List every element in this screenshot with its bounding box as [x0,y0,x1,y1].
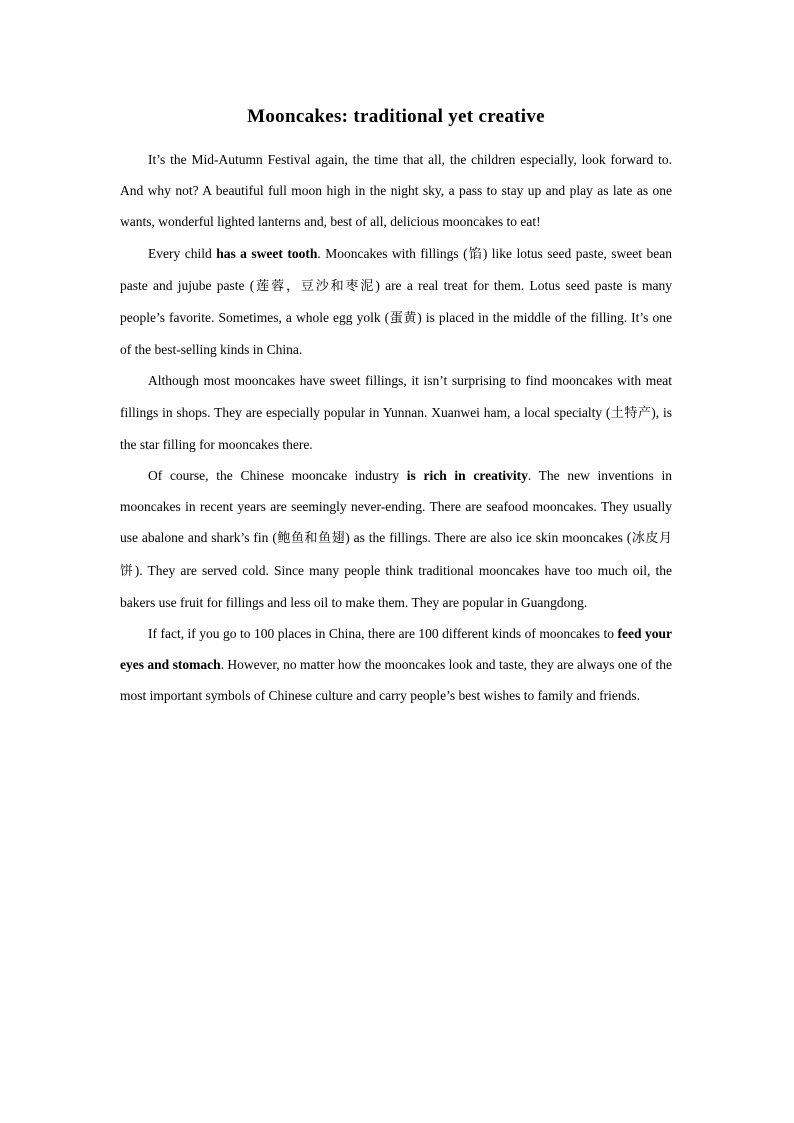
text-run: ) are a real treat for them. Lotus seed paste is many people’s favorite. Sometimes, a whole egg yolk ( [120,277,672,326]
text-run: ). They are served cold. Since many people think traditional mooncakes have too much oil, the bakers use fruit for fillings and less oil to make them. They are popular in Guangdong. [120,562,672,610]
chinese-gloss: 土特产 [610,405,652,421]
text-run: ), is the star filling for mooncakes there. [120,404,672,452]
bold-phrase: feed your eyes and stomach [120,626,672,673]
paragraph-1 [120,144,672,238]
chinese-gloss: 蛋黄 [389,311,418,327]
document-page [120,104,672,712]
chinese-gloss: 莲蓉，豆沙和枣泥 [254,278,376,294]
document-body [120,144,672,712]
text-run: ) like lotus seed paste, sweet bean paste and jujube paste ( [120,245,672,293]
text-run: . However, no matter how the mooncakes look and taste, they are always one of the most important symbols of Chinese culture and carry people’s best wishes to family and friends. [120,657,672,704]
text-run: ) is placed in the middle of the filling. It’s one of the best-selling kinds in China. [120,310,672,358]
paragraph-3 [120,365,672,460]
text-run: . The new inventions in mooncakes in recent years are seemingly never-ending. There are seafood mooncakes. They usually use abalone and shark’s fin ( [120,468,672,546]
chinese-gloss: 冰皮月饼 [120,531,672,579]
bold-phrase: has a sweet tooth [216,245,318,261]
text-run: It’s the Mid-Autumn Festival again, the time that all, the children especially, look forward to. And why not? A beautiful full moon high in the night sky, a pass to stay up and play as late as one wants, wonderful lighted lanterns and, best of all, delicious mooncakes to eat! [120,152,672,230]
chinese-gloss: 馅 [467,246,483,262]
document-title: Mooncakes: traditional yet creative [247,106,545,127]
text-run: If fact, if you go to 100 places in China, there are 100 different kinds of mooncakes to [148,626,618,642]
bold-phrase: is rich in creativity [406,468,528,484]
paragraph-5 [120,618,672,712]
text-run: Although most mooncakes have sweet fillings, it isn’t surprising to find mooncakes with meat fillings in shops. They are especially popular in Yunnan. Xuanwei ham, a local specialty ( [120,373,672,420]
paragraph-2 [120,238,672,366]
text-run: Every child [148,245,217,261]
text-run: ) as the fillings. There are also ice skin mooncakes ( [345,530,632,546]
paragraph-4 [120,460,672,618]
chinese-gloss: 鲍鱼和鱼翅 [276,531,346,547]
text-run: . Mooncakes with fillings ( [317,245,468,261]
text-run: Of course, the Chinese mooncake industry [148,468,407,484]
